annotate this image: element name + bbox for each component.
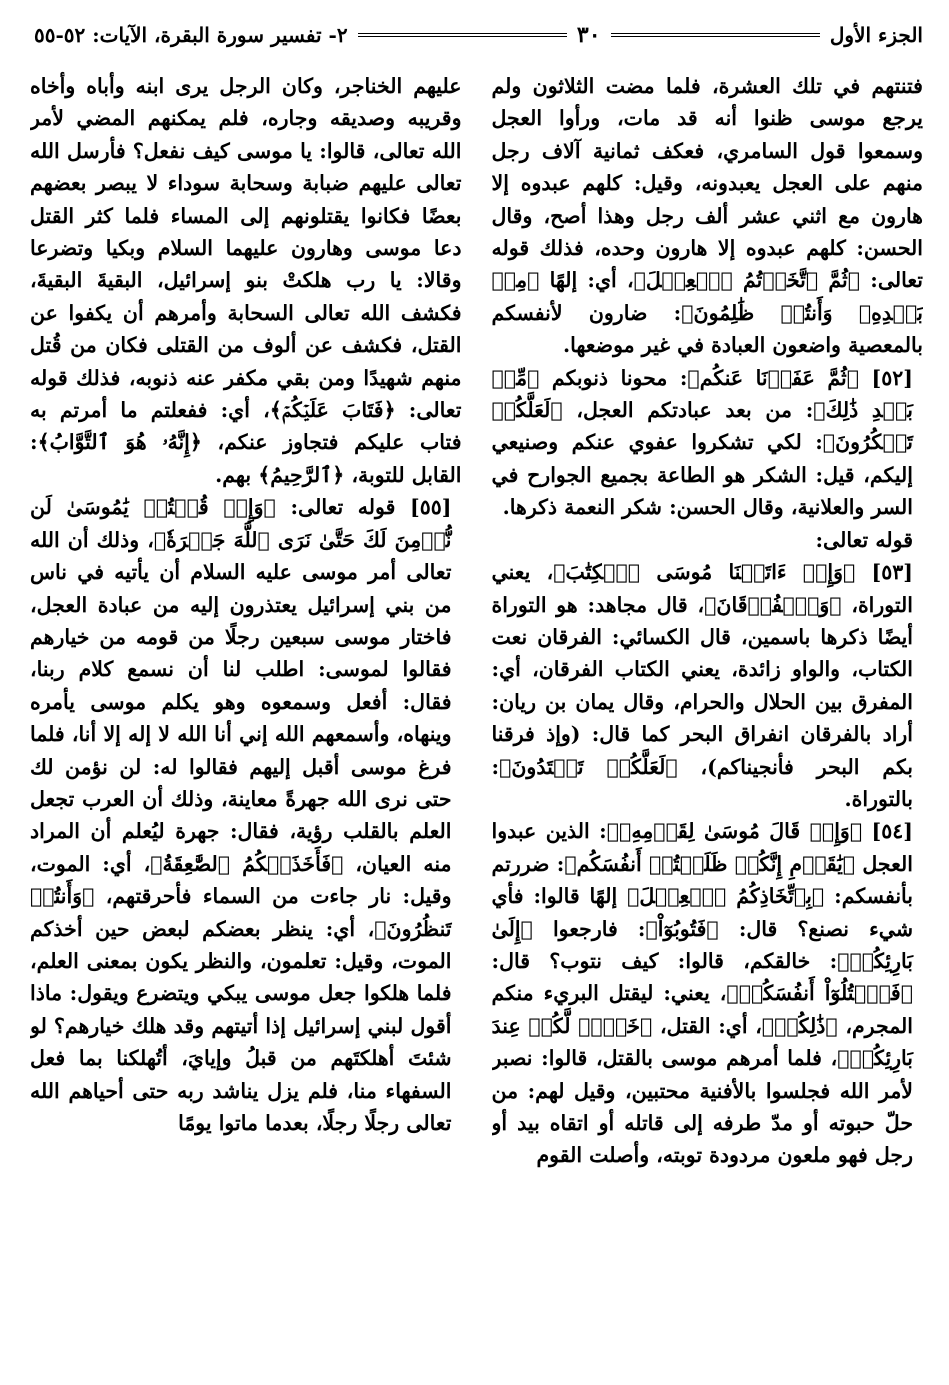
left-column: [30, 70, 462, 1375]
paragraph: [٥٣] ﴿وَإِذۡ ءَاتَيۡنَا مُوسَى ٱلۡكِتَٰبَ﴾، يعني التوراة، ﴿وَٱلۡفُرۡقَانَ﴾، قال مجاهد: هو التوراة أيضًا ذكرها باسمين، قال الكسائي: الفرقان نعت الكتاب، والواو زائدة، يعني الكتاب الفرقان، أي: المفرق بين الحلال والحرام، وقال يمان بن ريان: أراد بالفرقان انفراق البحر كما قال: (وإذ فرقنا بكم البحر فأنجيناكم)، ﴿لَعَلَّكُمۡ تَهۡتَدُونَ﴾: بالتوراة.: [491, 560, 913, 811]
paragraph: عليهم الخناجر، وكان الرجل يرى ابنه وأباه وأخاه وقريبه وصديقه وجاره، فلم يمكنهم المضي لأمر الله تعالى، قالوا: يا موسى كيف نفعل؟ فأرسل الله تعالى عليهم ضبابة وسحابة سوداء لا يبصر بعضهم بعضًا فكانوا يقتلونهم إلى المساء فلما كثر القتل دعا موسى وهارون عليهما السلام وبكيا وتضرعا وقالا: يا رب هلكتْ بنو إسرائيل، البقيةَ البقيةَ، فكشف الله تعالى السحابة وأمرهم أن يكفوا عن القتل، فكشف عن ألوف من القتلى فكان من قُتل منهم شهيدًا ومن بقي مكفر عنه ذنوبه، فذلك قوله تعالى: ﴿فَتَابَ عَلَيۡكُمۡ﴾، أي: ففعلتم ما أمرتم به فتاب عليكم فتجاوز عنكم، ﴿إِنَّهُۥ هُوَ ٱلتَّوَّابُ﴾: القابل للتوبة، ﴿ٱلرَّحِيمُ﴾ بهم.: [30, 74, 462, 487]
paragraph: [٥٢] ﴿ثُمَّ عَفَوۡنَا عَنكُم﴾: محونا ذنوبكم ﴿مِّنۢ بَعۡدِ ذَٰلِكَ﴾: من بعد عبادتكم العجل، ﴿لَعَلَّكُمۡ تَشۡكُرُونَ﴾: لكي تشكروا عفوي عنكم وصنيعي إليكم، قيل: الشكر هو الطاعة بجميع الجوارح في السر والعلانية، وقال الحسن: شكر النعمة ذكرها.: [491, 365, 913, 520]
paragraph: [٥٤] ﴿وَإِذۡ قَالَ مُوسَىٰ لِقَوۡمِهِۦ﴾: الذين عبدوا العجل ﴿يَٰقَوۡمِ إِنَّكُمۡ ظَلَمۡتُمۡ أَنفُسَكُم﴾: ضررتم بأنفسكم: ﴿بِٱتِّخَاذِكُمُ ٱلۡعِجۡلَ﴾ إلهًا قالوا: فأي شيء نصنع؟ قال: ﴿فَتُوبُوٓاْ﴾: فارجعوا ﴿إِلَىٰ بَارِئِكُمۡ﴾: خالقكم، قالوا: كيف نتوب؟ قال: ﴿فَٱقۡتُلُوٓاْ أَنفُسَكُمۡ﴾، يعني: ليقتل البريء منكم المجرم، ﴿ذَٰلِكُمۡ﴾، أي: القتل، ﴿خَيۡرٞ لَّكُمۡ عِندَ بَارِئِكُمۡ﴾، فلما أمرهم موسى بالقتل، قالوا: نصبر لأمر الله فجلسوا بالأفنية محتبين، وقيل لهم: من حلّ حبوته أو مدّ طرفه إلى قاتله أو اتقاه بيد أو رجل فهو ملعون مردودة توبته، وأصلت القوم: [491, 819, 913, 1168]
text-columns: [30, 70, 923, 1375]
section-title: ٢- تفسير سورة البقرة، الآيات: ٥٢-٥٥: [34, 23, 348, 47]
part-title: الجزء الأول: [829, 23, 923, 47]
page-number: ٣٠: [576, 22, 601, 48]
paragraph: قوله تعالى:: [815, 527, 913, 552]
paragraph: [٥٥] قوله تعالى: ﴿وَإِذۡ قُلۡتُمۡ يَٰمُوسَىٰ لَن نُّؤۡمِنَ لَكَ حَتَّىٰ نَرَى ٱللَّهَ جَهۡرَةٗ﴾، وذلك أن الله تعالى أمر موسى عليه السلام أن يأتيه في ناس من بني إسرائيل يعتذرون إليه من عبادة العجل، فاختار موسى سبعين رجلًا من قومه من خيارهم فقالوا لموسى: اطلب لنا أن نسمع كلام ربنا، فقال: أفعل وسمعوه وهو يكلم موسى يأمره وينهاه، وأسمعهم الله إني أنا الله لا إله إلا أنا، فلما فرغ موسى أقبل إليهم فقالوا له: لن نؤمن لك حتى نرى الله جهرةً معاينة، وذلك أن العرب تجعل العلم بالقلب رؤية، فقال: جهرة ليُعلم أن المراد منه العيان، ﴿فَأَخَذَتۡكُمُ ٱلصَّٰعِقَةُ﴾، أي: الموت، وقيل: نار جاءت من السماء فأحرقتهم، ﴿وَأَنتُمۡ تَنظُرُونَ﴾، أي: ينظر بعضكم لبعض حين أخذكم الموت، وقيل: تعلمون، والنظر يكون بمعنى العلم، فلما هلكوا جعل موسى يبكي ويتضرع ويقول: ماذا أقول لبني إسرائيل إذا أتيتهم وقد هلك خيارهم؟ لو شئتَ أهلكتَهم من قبلُ وإيايَ، أتُهلكنا بما فعل السفهاء منا، فلم يزل يناشد ربه حتى أحياهم الله تعالى رجلًا رجلًا، بعدما ماتوا يومًا: [30, 495, 452, 1135]
paragraph: فتنتهم في تلك العشرة، فلما مضت الثلاثون ولم يرجع موسى ظنوا أنه قد مات، ورأوا العجل وسمعوا قول السامري، فعكف ثمانية آلاف رجل منهم على العجل يعبدونه، وقيل: كلهم عبدوه إلا هارون مع اثني عشر ألف رجل وهذا أصح، وقال الحسن: كلهم عبدوه إلا هارون وحده، فذلك قوله تعالى: ﴿ثُمَّ ٱتَّخَذۡتُمُ ٱلۡعِجۡلَ﴾، أي: إلهًا ﴿مِنۢ بَعۡدِهِۦ وَأَنتُمۡ ظَٰلِمُونَ﴾: ضارون لأنفسكم بالمعصية واضعون العبادة في غير موضعها.: [491, 74, 923, 358]
header-rule-left: [358, 33, 567, 37]
header-rule-right: [611, 33, 820, 37]
right-column: [492, 70, 924, 1375]
page-header: [34, 18, 923, 52]
